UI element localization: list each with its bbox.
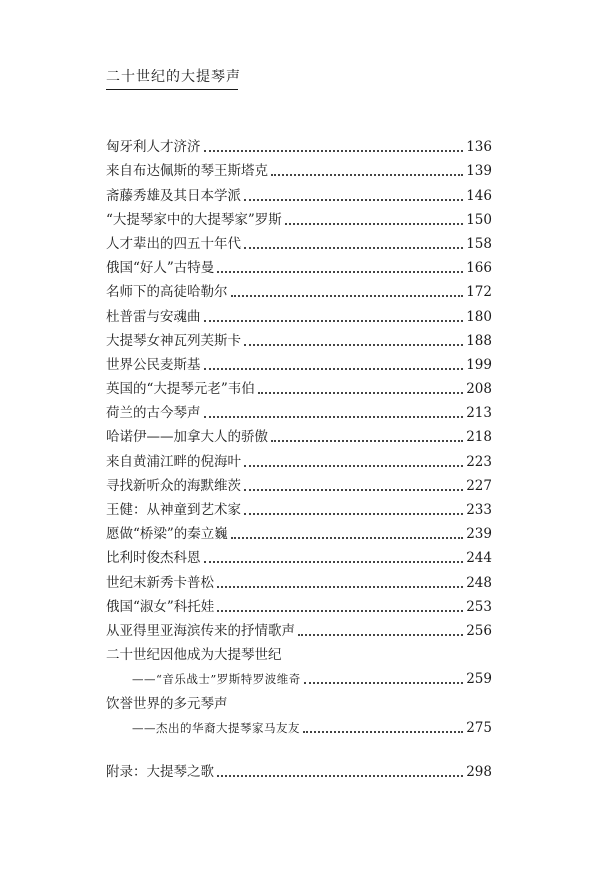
toc-entry-title: 来自黄浦江畔的倪海叶 bbox=[106, 453, 241, 470]
toc-entry-title: 斋藤秀雄及其日本学派 bbox=[106, 187, 241, 204]
toc-page-number: 139 bbox=[466, 163, 492, 180]
leader-dots bbox=[244, 489, 463, 491]
toc-entry bbox=[106, 640, 492, 664]
leader-dots bbox=[258, 392, 463, 394]
leader-dots bbox=[231, 295, 464, 297]
toc-page-number: 180 bbox=[466, 308, 492, 325]
toc-entry-title: 名师下的高徒哈勒尔 bbox=[106, 284, 228, 301]
toc-entry bbox=[106, 326, 492, 350]
toc-spacer bbox=[106, 737, 492, 757]
leader-dots bbox=[204, 150, 464, 152]
toc-page-number: 248 bbox=[466, 574, 492, 591]
toc-entry-title: 英国的“大提琴元老”韦伯 bbox=[106, 381, 255, 398]
toc-entry-title: 俄国“好人”古特曼 bbox=[106, 260, 215, 277]
toc-entry bbox=[106, 757, 492, 781]
leader-dots bbox=[285, 223, 463, 225]
toc-entry bbox=[106, 301, 492, 325]
toc-entry-title: 饮誉世界的多元琴声 bbox=[106, 695, 228, 712]
toc-entry-title: 比利时俊杰科恩 bbox=[106, 550, 201, 567]
toc-entry bbox=[106, 446, 492, 470]
leader-dots bbox=[204, 561, 464, 563]
leader-dots bbox=[204, 368, 464, 370]
toc-entry-title: 世界公民麦斯基 bbox=[106, 356, 201, 373]
toc-entry bbox=[106, 519, 492, 543]
toc-entry-title: 人才辈出的四五十年代 bbox=[106, 235, 241, 252]
toc-entry bbox=[106, 277, 492, 301]
toc-page-number: 172 bbox=[466, 284, 492, 301]
toc-entry-title: 杜普雷与安魂曲 bbox=[106, 308, 201, 325]
toc-subtitle-row bbox=[106, 664, 492, 688]
toc-entry-title: 愿做“桥梁”的秦立巍 bbox=[106, 526, 228, 543]
toc-entry-title: 从亚得里亚海滨传来的抒情歌声 bbox=[106, 622, 295, 639]
toc-page-number: 227 bbox=[466, 477, 492, 494]
toc-page-number: 150 bbox=[466, 211, 492, 228]
toc-entry-title: 附录：大提琴之歌 bbox=[106, 763, 214, 780]
toc-page-number: 244 bbox=[466, 550, 492, 567]
running-header: 二十世纪的大提琴声 bbox=[106, 69, 241, 85]
toc-page-number: 146 bbox=[466, 187, 492, 204]
leader-dots bbox=[298, 634, 463, 636]
toc-entry-title: 俄国“淑女”科托娃 bbox=[106, 598, 215, 615]
toc-page-number: 199 bbox=[466, 356, 492, 373]
leader-dots bbox=[217, 271, 463, 273]
toc-entry bbox=[106, 253, 492, 277]
toc-subtitle-row bbox=[106, 713, 492, 737]
toc-page-number: 208 bbox=[466, 381, 492, 398]
toc-page-number: 158 bbox=[466, 235, 492, 252]
leader-dots bbox=[217, 610, 463, 612]
toc-entry bbox=[106, 592, 492, 616]
toc-entry bbox=[106, 229, 492, 253]
toc-entry bbox=[106, 180, 492, 204]
toc-entry bbox=[106, 495, 492, 519]
toc-entry bbox=[106, 350, 492, 374]
toc-page-number: 239 bbox=[466, 526, 492, 543]
toc-entry-title: 王健：从神童到艺术家 bbox=[106, 502, 241, 518]
toc-entry-title: ——杰出的华裔大提琴家马友友 bbox=[132, 720, 300, 735]
leader-dots bbox=[231, 537, 463, 539]
leader-dots bbox=[204, 416, 464, 418]
leader-dots bbox=[271, 440, 463, 442]
leader-dots bbox=[303, 731, 463, 733]
leader-dots bbox=[271, 174, 463, 176]
leader-dots bbox=[244, 199, 463, 201]
leader-dots bbox=[304, 682, 463, 684]
toc-entry bbox=[106, 688, 492, 712]
toc-entry bbox=[106, 543, 492, 567]
toc-entry-title: 荷兰的古今琴声 bbox=[106, 405, 201, 422]
toc-entry bbox=[106, 132, 492, 156]
toc-entry bbox=[106, 156, 492, 180]
leader-dots bbox=[217, 775, 463, 777]
toc-entry-title: 匈牙利人才济济 bbox=[106, 139, 201, 156]
toc-page-number: 275 bbox=[466, 719, 492, 736]
toc-page-number: 188 bbox=[466, 332, 492, 349]
toc-page-number: 136 bbox=[466, 139, 492, 156]
toc-entry bbox=[106, 471, 492, 495]
leader-dots bbox=[217, 586, 463, 588]
toc-entry-title: 寻找新听众的海默维茨 bbox=[106, 477, 241, 494]
toc-entry-title: “大提琴家中的大提琴家”罗斯 bbox=[106, 211, 282, 228]
leader-dots bbox=[244, 513, 463, 515]
toc-page-number: 223 bbox=[466, 453, 492, 470]
leader-dots bbox=[244, 247, 463, 249]
toc-entry bbox=[106, 398, 492, 422]
toc-entry bbox=[106, 205, 492, 229]
toc-entry-title: 二十世纪因他成为大提琴世纪 bbox=[106, 647, 282, 664]
toc-entry-title: 来自布达佩斯的琴王斯塔克 bbox=[106, 163, 268, 180]
toc-page-number: 213 bbox=[466, 405, 492, 422]
toc-entry-title: 哈诺伊——加拿大人的骄傲 bbox=[106, 429, 268, 446]
toc-entry bbox=[106, 422, 492, 446]
toc-page-number: 298 bbox=[466, 763, 492, 780]
toc-entry bbox=[106, 616, 492, 640]
toc-entry-title: ——“音乐战士”罗斯特罗波维奇 bbox=[132, 672, 301, 687]
toc-entry-title: 大提琴女神瓦列芙斯卡 bbox=[106, 332, 241, 349]
leader-dots bbox=[244, 465, 463, 467]
toc-entry bbox=[106, 374, 492, 398]
toc-page-number: 233 bbox=[466, 502, 492, 518]
toc-entry-title: 世纪末新秀卡普松 bbox=[106, 574, 214, 591]
toc-entry bbox=[106, 567, 492, 591]
leader-dots bbox=[204, 320, 464, 322]
toc-page-number: 253 bbox=[466, 598, 492, 615]
table-of-contents bbox=[106, 132, 492, 781]
toc-page-number: 259 bbox=[466, 671, 492, 688]
header-underline bbox=[106, 89, 238, 90]
toc-page-number: 256 bbox=[466, 622, 492, 639]
toc-page-number: 166 bbox=[466, 260, 492, 277]
toc-page-number: 218 bbox=[466, 429, 492, 446]
leader-dots bbox=[244, 344, 463, 346]
